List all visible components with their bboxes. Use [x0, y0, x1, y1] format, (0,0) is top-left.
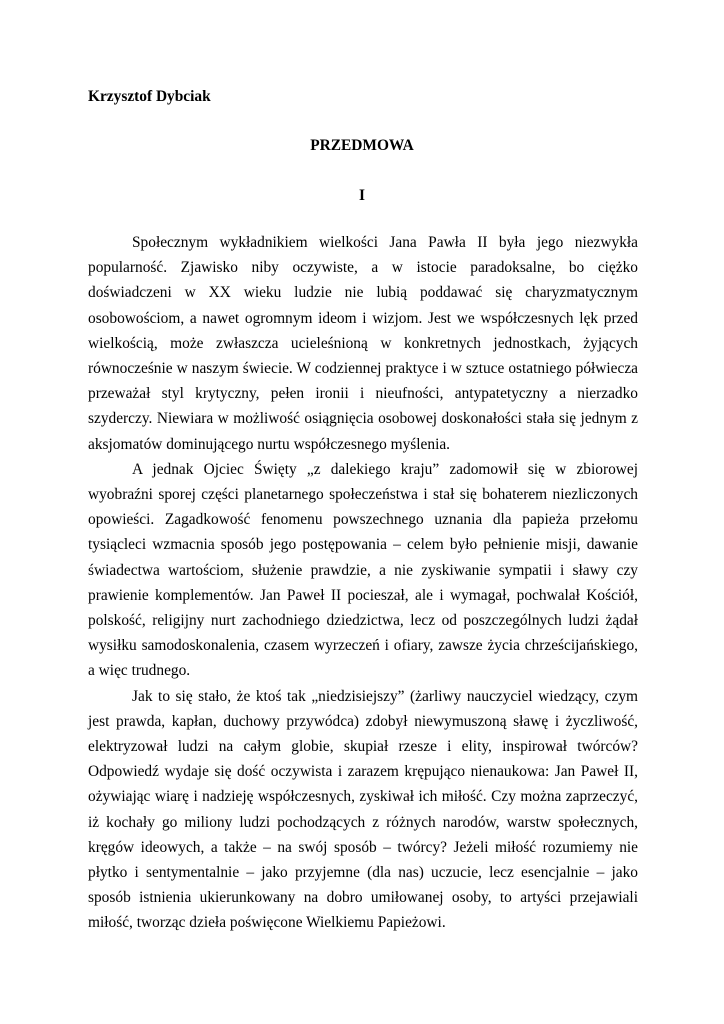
- section-number: I: [359, 187, 365, 204]
- paragraph-3: Jak to się stało, że ktoś tak „niedzisiejszy” (żarliwy nauczyciel wiedzący, czym jest prawda, kapłan, duchowy przywódca) zdobył niewymuszoną sławę i życzliwość, elektryzował ludzi na całym globie, skupiał rzesze i elity, inspirował twórców? Odpowiedź wydaje się dość oczywista i zarazem krępująco nienaukowa: Jan Paweł II, ożywiając wiarę i nadzieję współczesnych, zyskiwał ich miłość. Czy można zaprzeczyć, iż kochały go miliony ludzi pochodzących z różnych narodów, warstw społecznych, kręgów ideowych, a także – na swój sposób – twórcy? Jeżeli miłość rozumiemy nie płytko i sentymentalnie – jako przyjemne (dla nas) uczucie, lecz esencjalnie – jako sposób istnienia ukierunkowany na dobro umiłowanej osoby, to artyści przejawiali miłość, tworząc dzieła poświęcone Wielkiemu Papieżowi.: [88, 687, 638, 932]
- body-text: [88, 230, 638, 936]
- paragraph-2: A jednak Ojciec Święty „z dalekiego kraju” zadomowił się w zbiorowej wyobraźni sporej części planetarnego społeczeństwa i stał się bohaterem niezliczonych opowieści. Zagadkowość fenomenu powszechnego uznania dla papieża przełomu tysiącleci wzmacnia sposób jego postępowania – celem było pełnienie misji, dawanie świadectwa wartościom, służenie prawdzie, a nie zyskiwanie sympatii i sławy czy prawienie komplementów. Jan Paweł II pocieszał, ale i wymagał, pochwalał Kościół, polskość, religijny nurt zachodniego dziedzictwa, lecz od poszczególnych ludzi żądał wysiłku samodoskonalenia, czasem wyrzeczeń i ofiary, zawsze życia chrześcijańskiego, a więc trudnego.: [88, 460, 638, 680]
- paragraph-1: Społecznym wykładnikiem wielkości Jana Pawła II była jego niezwykła popularność. Zjawisko niby oczywiste, a w istocie paradoksalne, bo ciężko doświadczeni w XX wieku ludzie nie lubią poddawać się charyzmatycznym osobowościom, a nawet ogromnym ideom i wizjom. Jest we współczesnych lęk przed wielkością, może zwłaszcza ucieleśnioną w konkretnych jednostkach, żyjących równocześnie w naszym świecie. W codziennej praktyce i w sztuce ostatniego półwiecza przeważał styl krytyczny, pełen ironii i nieufności, antypatetyczny a nierzadko szyderczy. Niewiara w możliwość osiągnięcia osobowej doskonałości stała się jednym z aksjomatów dominującego nurtu współczesnego myślenia.: [88, 234, 638, 453]
- author-name: Krzysztof Dybciak: [88, 88, 211, 105]
- document-title: PRZEDMOWA: [310, 137, 414, 154]
